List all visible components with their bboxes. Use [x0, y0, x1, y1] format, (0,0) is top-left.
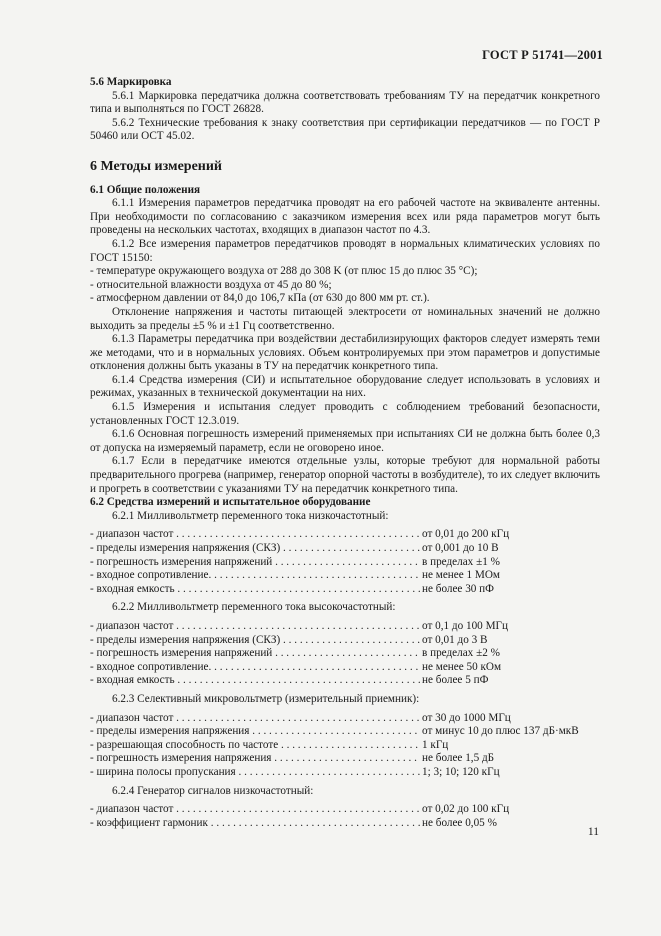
- spec-row: [90, 542, 600, 556]
- spec-label: - пределы измерения напряжения (СКЗ) . . .: [90, 542, 420, 556]
- spec-row: [90, 661, 600, 675]
- spec-label: - входная емкость . . .: [90, 674, 420, 688]
- paragraph-5-6-1: 5.6.1 Маркировка передатчика должна соответствовать требованиям ТУ на передатчик конкретного типа и выполняться по ГОСТ 26828.: [90, 89, 600, 116]
- paragraph-6-2-4: 6.2.4 Генератор сигналов низкочастотный:: [112, 784, 314, 797]
- section-6-2-title: 6.2 Средства измерений и испытательное оборудование: [90, 496, 371, 509]
- list-item: - относительной влажности воздуха от 45 до 80 %;: [90, 278, 332, 291]
- spec-value: в пределах ±2 %: [422, 647, 500, 660]
- list-item: - атмосферном давлении от 84,0 до 106,7 кПа (от 630 до 800 мм рт. ст.).: [90, 292, 430, 305]
- spec-value: от минус 10 до плюс 137 дБ·мкВ: [422, 725, 579, 738]
- spec-value: в пределах ±1 %: [422, 555, 500, 568]
- spec-row: [90, 583, 600, 597]
- spec-label: - пределы измерения напряжения . . .: [90, 725, 420, 739]
- spec-value: не более 5 пФ: [422, 674, 489, 687]
- spec-row: [90, 569, 600, 583]
- spec-row: [90, 528, 600, 542]
- spec-label: - входное сопротивление. . . .: [90, 569, 420, 583]
- spec-label: - ширина полосы пропускания . . .: [90, 766, 420, 780]
- spec-label: - пределы измерения напряжения (СКЗ) . . .: [90, 634, 420, 648]
- paragraph-6-1-2-note: Отклонение напряжения и частоты питающей электросети от номинальных значений не должно выходить за пределы ±5 % и ±1 Гц соответственно.: [90, 305, 600, 332]
- paragraph-6-1-1: 6.1.1 Измерения параметров передатчика проводят на его рабочей частоте на эквиваленте антенны. При необходимости по согласованию с заказчиком измерения всех или ряда параметров могут быть проведены на нескольких частотах, входящих в диапазон частот по 4.3.: [90, 197, 600, 237]
- paragraph-6-2-3: 6.2.3 Селективный микровольтметр (измерительный приемник):: [112, 692, 420, 705]
- spec-label: - диапазон частот . . .: [90, 712, 420, 726]
- spec-row: [90, 766, 600, 780]
- paragraph-6-1-2: 6.1.2 Все измерения параметров передатчиков проводят в нормальных климатических условиях по ГОСТ 15150:: [90, 237, 600, 264]
- spec-row: [90, 620, 600, 634]
- spec-row: [90, 647, 600, 661]
- spec-label: - коэффициент гармоник . . .: [90, 817, 420, 831]
- list-item: - температуре окружающего воздуха от 288 до 308 K (от плюс 15 до плюс 35 °C);: [90, 265, 478, 278]
- document-header: ГОСТ Р 51741—2001: [482, 48, 603, 62]
- spec-label: - разрешающая способность по частоте . . .: [90, 739, 420, 753]
- spec-label: - погрешность измерения напряжения . . .: [90, 752, 420, 766]
- paragraph-6-1-3: 6.1.3 Параметры передатчика при воздействии дестабилизирующих факторов следует измерять теми же методами, что и в нормальных условиях. Объем контролируемых при этом параметров и допустимые отклонения должны быть указаны в ТУ на передатчик конкретного типа.: [90, 333, 600, 373]
- paragraph-5-6-2: 5.6.2 Технические требования к знаку соответствия при сертификации передатчиков — по ГОСТ Р 50460 или ОСТ 45.02.: [90, 116, 600, 143]
- spec-label: - погрешность измерения напряжений . . .: [90, 556, 420, 570]
- spec-value: от 0,001 до 10 В: [422, 542, 499, 554]
- spec-row: [90, 674, 600, 688]
- spec-label: - погрешность измерения напряжений . . .: [90, 647, 420, 661]
- spec-row: [90, 817, 600, 831]
- spec-row: [90, 634, 600, 648]
- spec-label: - диапазон частот . . .: [90, 803, 420, 817]
- spec-label: - входная емкость . . .: [90, 583, 420, 597]
- spec-label: - входное сопротивление. . . .: [90, 661, 420, 675]
- spec-value: от 0,1 до 100 МГц: [422, 619, 508, 632]
- spec-row: [90, 752, 600, 766]
- spec-value: от 0,02 до 100 кГц: [422, 803, 510, 816]
- spec-row: [90, 739, 600, 753]
- spec-value: не более 30 пФ: [422, 582, 495, 595]
- spec-value: от 30 до 1000 МГц: [422, 711, 511, 724]
- section-6-1-title: 6.1 Общие положения: [90, 183, 201, 196]
- spec-value: от 0,01 до 3 В: [422, 633, 488, 646]
- page-number: 11: [587, 826, 599, 838]
- spec-value: 1; 3; 10; 120 кГц: [422, 765, 500, 778]
- section-6-title: 6 Методы измерений: [90, 158, 222, 174]
- spec-value: 1 кГц: [422, 738, 449, 751]
- paragraph-6-1-4: 6.1.4 Средства измерения (СИ) и испытательное оборудование следует использовать в условиях и режимах, указанных в технической документации на них.: [90, 373, 600, 400]
- spec-value: не менее 1 МОм: [422, 569, 501, 582]
- spec-row: [90, 556, 600, 570]
- spec-value: от 0,01 до 200 кГц: [422, 528, 510, 541]
- paragraph-6-2-2: 6.2.2 Милливольтметр переменного тока высокочастотный:: [112, 601, 396, 614]
- spec-value: не менее 50 кОм: [422, 660, 502, 673]
- paragraph-6-1-6: 6.1.6 Основная погрешность измерений применяемых при испытаниях СИ не должна быть более 0,3 от допуска на измеряемый параметр, если не оговорено иное.: [90, 428, 600, 454]
- spec-row: [90, 803, 600, 817]
- spec-value: не более 1,5 дБ: [422, 752, 495, 765]
- document-body: [90, 76, 600, 830]
- spec-row: [90, 712, 600, 726]
- spec-value: не более 0,05 %: [422, 816, 497, 829]
- spec-row: [90, 725, 600, 739]
- paragraph-6-1-7: 6.1.7 Если в передатчике имеются отдельные узлы, которые требуют для нормальной работы предварительного прогрева (например, генератор опорной частоты в возбудителе), то их следует включить и прогреть в соответствии с указаниями ТУ на передатчик конкретного типа.: [90, 455, 600, 495]
- paragraph-6-1-5: 6.1.5 Измерения и испытания следует проводить с соблюдением требований безопасности, установленных ГОСТ 12.3.019.: [90, 401, 600, 427]
- paragraph-6-2-1: 6.2.1 Милливольтметр переменного тока низкочастотный:: [112, 509, 389, 522]
- section-5-6-title: 5.6 Маркировка: [90, 76, 172, 88]
- spec-label: - диапазон частот . . .: [90, 528, 420, 542]
- spec-label: - диапазон частот . . .: [90, 620, 420, 634]
